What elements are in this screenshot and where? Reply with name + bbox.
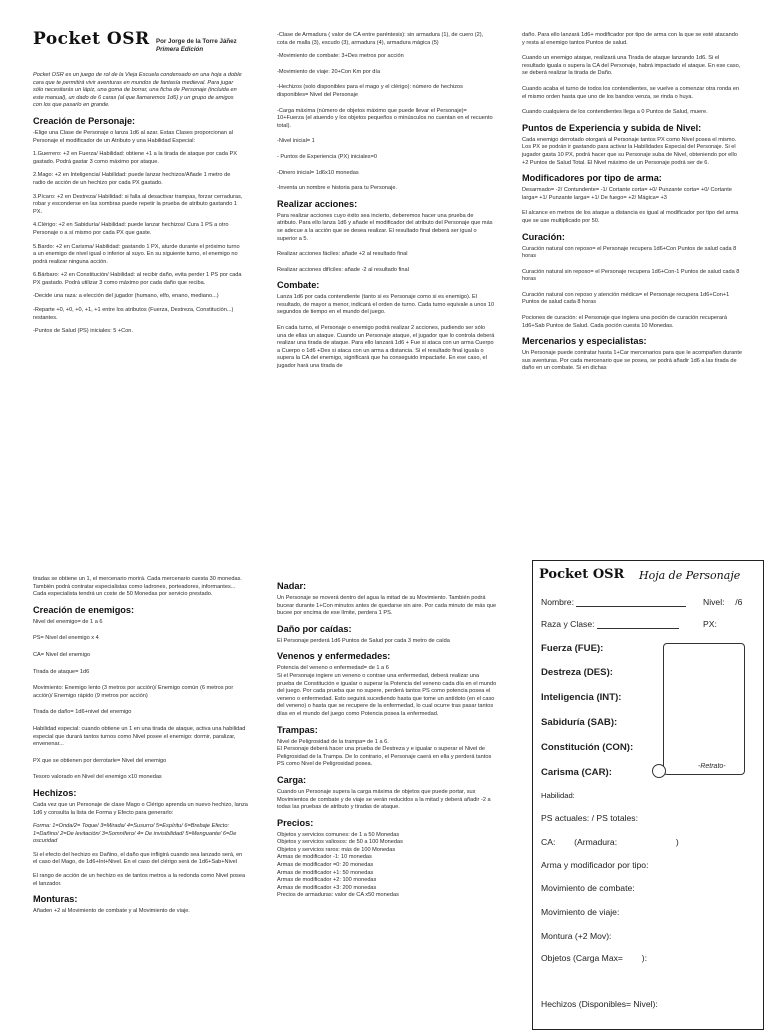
price-item: Armas de modificador +3: 200 monedas <box>277 884 377 891</box>
paragraph: Cuando cualquiera de los contendientes llega a 0 Puntos de Salud, muere. <box>522 109 708 116</box>
paragraph: Si el Personaje ingiere un veneno o contrae una enfermedad, deberá realizar una prueba de Constitución e igualar o superar la Potencia del veneno cada día en el mundo del juego. Por cada prueba que no supere, perderá tantos PS como potencia posea el veneno o enfermedad. Esto seguirá sucediendo hasta que tome un antídoto (en el caso del veneno) o hasta que se recupere de la enfermedad, lo cual ocurre tras pasar tantos días en el mundo del juego como Potencia posea la enfermedad. <box>277 672 497 717</box>
heading-caidas: Daño por caídas: <box>277 623 352 634</box>
label-nombre: Nombre: <box>541 597 574 607</box>
sheet-logo: Pocket OSR <box>539 567 625 582</box>
paragraph: Si el efecto del hechizo es Dañino, el daño que infligirá cuando sea lanzado será, en el caso del Mago, de 1d6+Int+Nivel. En el caso del clérigo será de 1d6+Sab+Nivel <box>33 851 243 866</box>
paragraph: -Nivel inicial= 1 <box>277 138 315 145</box>
paragraph: Curación natural con reposo= el Personaje recupera 1d6+Con Puntos de salud cada 8 horas <box>522 245 737 260</box>
field-fuerza[interactable]: Fuerza (FUE): <box>541 643 604 654</box>
paragraph: Cuando un Personaje supera la carga máxima de objetos que puede portar, sus Movimientos de combate y de viaje se verán reducidos a la mitad y deberá añadir -2 a todas las pruebas de atributo y tiradas de ataque. <box>277 788 491 811</box>
heading-creacion-enemigos: Creación de enemigos: <box>33 604 135 615</box>
portrait-frame[interactable] <box>663 643 745 775</box>
paragraph: -Inventa un nombre e historia para tu Personaje. <box>277 185 398 192</box>
paragraph: Habilidad especial: cuando obtiene un 1 en una tirada de ataque, activa una habilidad especial que durará tantos turnos como Nivel posee el enemigo: dormir, paralizar, envenenar... <box>33 725 246 748</box>
class-bardo: 5.Bardo: +2 en Carisma/ Habilidad: gastando 1 PX, aturde durante el próximo turno a un enemigo de nivel igual o inferior al suyo. En su siguiente turno, el enemigo no podrá realizar ninguna acción. <box>33 243 240 265</box>
field-inteligencia[interactable]: Inteligencia (INT): <box>541 692 622 703</box>
paragraph: Añaden +2 al Movimiento de combate y al Movimiento de viaje. <box>33 908 190 915</box>
paragraph: Realizar acciones difíciles: añade -2 al resultado final <box>277 266 409 273</box>
paragraph: El Personaje deberá hacer una prueba de Destreza y e igualar o superar el Nivel de Peligrosidad de la Trampa. De lo contrario, el Personaje caerá en ella y perderá tantos PS como Nivel de Peligrosidad posea. <box>277 746 492 768</box>
paragraph: daño. Para ello lanzará 1d6+ modificador por tipo de arma con la que se esté atacando y resta al enemigo tantos Puntos de salud. <box>522 32 738 46</box>
column-5 <box>277 576 497 900</box>
class-guerrero: 1.Guerrero: +2 en Fuerza/ Habilidad: obtiene +1 a la tirada de ataque por cada PX gastado. Podrá gastar 3 como máximo por ataque. <box>33 151 237 165</box>
paragraph: -Movimiento de combate: 3+Des metros por acción <box>277 53 404 60</box>
paragraph: -Clase de Armadura ( valor de CA entre paréntesis): sin armadura (1), de cuero (2), cota de malla (3), escudo (3), armadura (4), armadura mágica (5) <box>277 32 484 46</box>
paragraph: -Puntos de Salud (PS) iniciales: 5 +Con. <box>33 328 133 335</box>
intro-text: Pocket OSR es un juego de rol de la Vieja Escuela condensado en una hoja a doble cara que te permitirá vivir aventuras en mundos de fantasía medieval. Para jugar sólo necesitarás un lápiz, una goma de borrar, una ficha de Personaje (incluida en este manual), un dado de 6 caras (al que llamaremos 1d6) y un grupo de amigos con los que pasarlo en grande. <box>33 72 242 109</box>
paragraph: Lanza 1d6 por cada contendiente (tanto si es Personaje como si es enemigo). El resultado, de mayor a menor, indicará el orden de turno. Cada turno equivale a unos 10 segundos de tiempo en el mundo del juego. <box>277 294 495 316</box>
author: Por Jorge de la Torre Jáñez <box>156 38 237 45</box>
heading-experiencia: Puntos de Experiencia y subida de Nivel: <box>522 122 702 133</box>
character-sheet <box>532 560 764 1030</box>
field-destreza[interactable]: Destreza (DES): <box>541 667 613 678</box>
paragraph: Tirada de ataque= 1d6 <box>33 668 90 675</box>
paragraph: -Elige una Clase de Personaje o lanza 1d6 al azar. Estas Clases proporcionan al Personaje el modificador de un Atributo y una Habilidad Especial: <box>33 129 233 144</box>
paragraph: En cada turno, el Personaje o enemigo podrá realizar 2 acciones, pudiendo ser sólo una de ellas un ataque. Cuando un Personaje ataque, el jugador que lo controla deberá realizar una tirada de ataque. Para ello lanzará 1d6 + Fue si ataca con un arma Cuerpo a Cuerpo o 1d6 +Des si ataca con un arma a distancia. Si el resultado final iguala o supera la CA del enemigo, significará que ha conseguido impactarle. En ese caso, el jugador hará una tirada de <box>277 325 495 370</box>
heading-precios: Precios: <box>277 817 314 828</box>
heading-hechizos: Hechizos: <box>33 787 77 798</box>
label-objetos: Objetos (Carga Max= <box>541 953 623 963</box>
label-raza: Raza y Clase: <box>541 619 595 629</box>
field-montura[interactable]: Montura (+2 Mov): <box>541 931 612 941</box>
objetos-close: ): <box>641 953 647 963</box>
price-list <box>277 832 497 900</box>
paragraph: -Movimiento de viaje: 20+Con Km por día <box>277 68 381 75</box>
paragraph: Nivel del enemigo= de 1 a 6 <box>33 618 103 625</box>
field-movimiento-combate[interactable]: Movimiento de combate: <box>541 883 635 893</box>
paragraph: Curación natural sin reposo= el Personaje recupera 1d6+Con-1 Puntos de salud cada 8 horas <box>522 268 740 283</box>
field-hechizos[interactable]: Hechizos (Disponibles= Nivel): <box>541 999 658 1009</box>
paragraph: -Reparte +0, +0, +0, +1, +1 entre los atributos (Fuerza, Destreza, Constitución...) restantes. <box>33 307 234 321</box>
paragraph: Desarmado= -2/ Contundente= -1/ Cortante corta= +0/ Punzante corta= +0/ Cortante larga= +1/ Punzante larga= +1/ De fuego= +2/ Mágica= +3 <box>522 187 732 201</box>
label-armadura: (Armadura: <box>574 837 618 847</box>
column-2 <box>277 32 495 377</box>
paragraph: -Hechizos (solo disponibles para el mago y el clérigo): número de hechizos disponibles= Nivel del Personaje <box>277 84 463 98</box>
heading-monturas: Monturas: <box>33 894 78 905</box>
field-carisma[interactable]: Carisma (CAR): <box>541 767 612 778</box>
column-3 <box>522 32 742 379</box>
column-1 <box>33 29 243 342</box>
price-item: Objetos y servicios valiosos: de 50 a 100 Monedas <box>277 839 403 846</box>
class-mago: 2.Mago: +2 en Inteligencia/ Habilidad: puede lanzar hechizos/Añade 1 metro de radio de acción de un hechizo por cada PX gastado. <box>33 172 231 186</box>
field-raza-clase[interactable] <box>541 619 679 629</box>
paragraph: Cada enemigo derrotado otorgará al Personaje tantos PX como Nivel posea el mismo. Los PX se podrán ir gastando para activar la Habilidades Especial del Personaje. Si el jugador gasta 10 PX, podrá hacer que su Personaje suba de Nivel, obteniendo por ello +2 Puntos de Salud Total. El Nivel máximo de un Personaje podrá ser de 6. <box>522 136 737 166</box>
label-ca: CA: <box>541 837 556 847</box>
heading-combate: Combate: <box>277 280 320 291</box>
field-objetos[interactable] <box>541 953 647 963</box>
price-item: Armas de modificador +2: 100 monedas <box>277 877 377 884</box>
field-movimiento-viaje[interactable]: Movimiento de viaje: <box>541 907 620 917</box>
heading-creacion-personaje: Creación de Personaje: <box>33 115 136 126</box>
paragraph: El rango de acción de un hechizo es de tantos metros a la redonda como Nivel posea el lanzador. <box>33 873 246 887</box>
paragraph: El Personaje perderá 1d6 Puntos de Salud por cada 3 metro de caída <box>277 637 450 644</box>
field-constitucion[interactable]: Constitución (CON): <box>541 742 634 753</box>
heading-carga: Carga: <box>277 774 307 785</box>
class-picaro: 3.Pícaro: +2 en Destreza/ Habilidad: si falla al desactivar trampas, forzar cerraduras, robar y esconderse en las sombras puede repetir la prueba de atributo gastando 1 PX. <box>33 193 243 215</box>
paragraph: Pociones de curación: el Personaje que ingiera una poción de curación recuperará 1d6+Sab Puntos de Salud. Cada poción cuesta 10 Monedas. <box>522 315 727 329</box>
field-arma[interactable]: Arma y modificador por tipo: <box>541 860 649 870</box>
paragraph: Cuando acaba el turno de todos los contendientes, se vuelve a comenzar otra ronda en el mismo orden hasta que uno de los bandos venza, se rinda o huya. <box>522 85 740 100</box>
paragraph: Potencia del veneno o enfermedad= de 1 a 6 <box>277 665 389 672</box>
price-item: Precios de armaduras: valor de CA x50 monedas <box>277 892 399 899</box>
class-barbaro: 6.Bárbaro: +2 en Constitución/ Habilidad: al recibir daño, evita perder 1 PS por cada PX gastado. Podrá utilizar 3 como máximo por cada daño que reciba. <box>33 272 242 286</box>
field-ps[interactable]: PS actuales: / PS totales: <box>541 813 638 823</box>
paragraph: Tesoro valorado en Nivel del enemigo x10 monedas <box>33 774 162 781</box>
paragraph: Para realizar acciones cuyo éxito sea incierto, deberemos hacer una prueba de atributo. Para ello lanza 1d6 y añade el modificador del atributo del Personaje que más se adecue a la acción que se desea realizar. El resultado final deberá ser igual o superior a 5. <box>277 212 493 242</box>
heading-mercenarios: Mercenarios y especialistas: <box>522 336 647 347</box>
paragraph: Movimiento: Enemigo lento (3 metros por acción)/ Enemigo común (6 metros por acción)/ Enemigo rápido (9 metros por acción) <box>33 685 234 699</box>
paragraph: Curación natural con reposo y atención médica= el Personaje recupera 1d6+Con+1 Puntos de salud cada 8 horas <box>522 291 730 306</box>
field-habilidad[interactable]: Habilidad: <box>541 791 575 800</box>
nivel-max: /6 <box>735 597 743 607</box>
price-item: Objetos y servicios comunes: de 1 a 50 Monedas <box>277 831 400 838</box>
field-px[interactable] <box>703 619 717 629</box>
price-item: Objetos y servicios raros: más de 100 Monedas <box>277 846 396 853</box>
paragraph: PX que se obtienen por derrotarle= Nivel del enemigo <box>33 757 167 764</box>
label-nivel: Nivel: <box>703 597 725 607</box>
paragraph: -Decide una raza: a elección del jugador (humano, elfo, enano, mediano...) <box>33 293 219 300</box>
byline <box>156 38 256 54</box>
paragraph: PS= Nivel del enemigo x 4 <box>33 635 99 642</box>
field-nivel[interactable] <box>703 597 742 607</box>
price-item: Armas de modificador +1: 50 monedas <box>277 869 374 876</box>
paragraph: El alcance en metros de los ataque a distancia es igual al modificador por tipo del arma que se use multiplicado por 50. <box>522 210 739 224</box>
logo: Pocket OSR <box>33 29 150 49</box>
paragraph: -Dinero inicial= 1d6x10 monedas <box>277 169 359 176</box>
scroll-curl-icon <box>652 764 666 778</box>
spell-table: Forma: 1=Onda/2= Toque/ 3=Mirada/ 4=Susurro/ 5=Espíritu/ 6=Brebaje Efecto: 1=Dañino/ 2=De levitación/ 3=Somnífero/ 4= De invisibilidad/ 5=Menguante/ 6=De oscuridad <box>33 823 237 845</box>
field-sabiduria[interactable]: Sabiduría (SAB): <box>541 717 618 728</box>
price-item: Armas de modificador -1: 10 monedas <box>277 854 372 861</box>
heading-trampas: Trampas: <box>277 724 318 735</box>
raza-line <box>597 628 679 629</box>
sheet-title: Hoja de Personaje <box>639 569 741 582</box>
paragraph: Tirada de daño= 1d6+nivel del enemigo <box>33 709 132 716</box>
paragraph: tiradas se obtiene un 1, el mercenario morirá. Cada mercenario cuesta 30 monedas. También podrá contratar especialistas como ladrones, porteadores, informantes... Cada especialista tendrá un coste de 50 Monedas por servicio prestado. <box>33 576 242 598</box>
label-px: PX: <box>703 619 717 629</box>
heading-realizar-acciones: Realizar acciones: <box>277 198 358 209</box>
nombre-line <box>576 606 686 607</box>
edition: Primera Edición <box>156 46 204 53</box>
portrait-label: -Retrato- <box>698 763 726 770</box>
heading-curacion: Curación: <box>522 231 565 242</box>
heading-modificadores: Modificadores por tipo de arma: <box>522 173 662 184</box>
field-nombre[interactable] <box>541 597 686 607</box>
field-ca[interactable] <box>541 837 679 847</box>
paragraph: Un Personaje puede contratar hasta 1+Car mercenarios para que le acompañen durante sus aventuras. Por cada mercenario que se posea, se podrá añadir 1d6 a las tirada de daño en un combate. Si en dichas <box>522 350 743 372</box>
paragraph: Cada vez que un Personaje de clase Mago o Clérigo aprenda un nuevo hechizo, lanza 1d6 y consulta la lista de Forma y Efecto para generarlo: <box>33 801 248 816</box>
class-clerigo: 4.Clérigo: +2 en Sabiduría/ Habilidad: puede lanzar hechizos/ Cura 1 PS a otro Personaje o a sí mismo por cada PX que gaste. <box>33 222 229 236</box>
heading-nadar: Nadar: <box>277 581 307 591</box>
paragraph: Realizar acciones fáciles: añade +2 al resultado final <box>277 251 408 258</box>
paragraph: CA= Nivel del enemigo <box>33 651 91 658</box>
armadura-close: ) <box>675 837 679 847</box>
paragraph: Un Personaje se moverá dentro del agua la mitad de su Movimiento. También podrá bucear durante 1+Con minutos antes de quedarse sin aire. Por cada minuto de más que bucee por encima de ese límite, perdera 1 PS. <box>277 595 497 617</box>
heading-venenos: Venenos y enfermedades: <box>277 651 391 662</box>
column-4 <box>33 576 248 922</box>
paragraph: Cuando un enemigo ataque, realizará una Tirada de ataque lanzando 1d6. Si el resultado iguala o supera la CA del Personaje, habrá impactado el ataque. En ese caso, se deberá realizar la tirada de Daño. <box>522 55 741 77</box>
paragraph: -Carga máxima (número de objetos máximo que puede llevar el Personaje)= 10+Fuerza (el atuendo y los objetos pequeños o minúsculos no cuentan en el recuento total). <box>277 107 493 129</box>
price-item: Armas de modificador =0: 20 monedas <box>277 862 374 869</box>
paragraph: - Puntos de Experiencia (PX) iniciales=0 <box>277 153 377 160</box>
paragraph: Nivel de Peligrosidad de la trampa= de 1 a 6. <box>277 738 389 745</box>
